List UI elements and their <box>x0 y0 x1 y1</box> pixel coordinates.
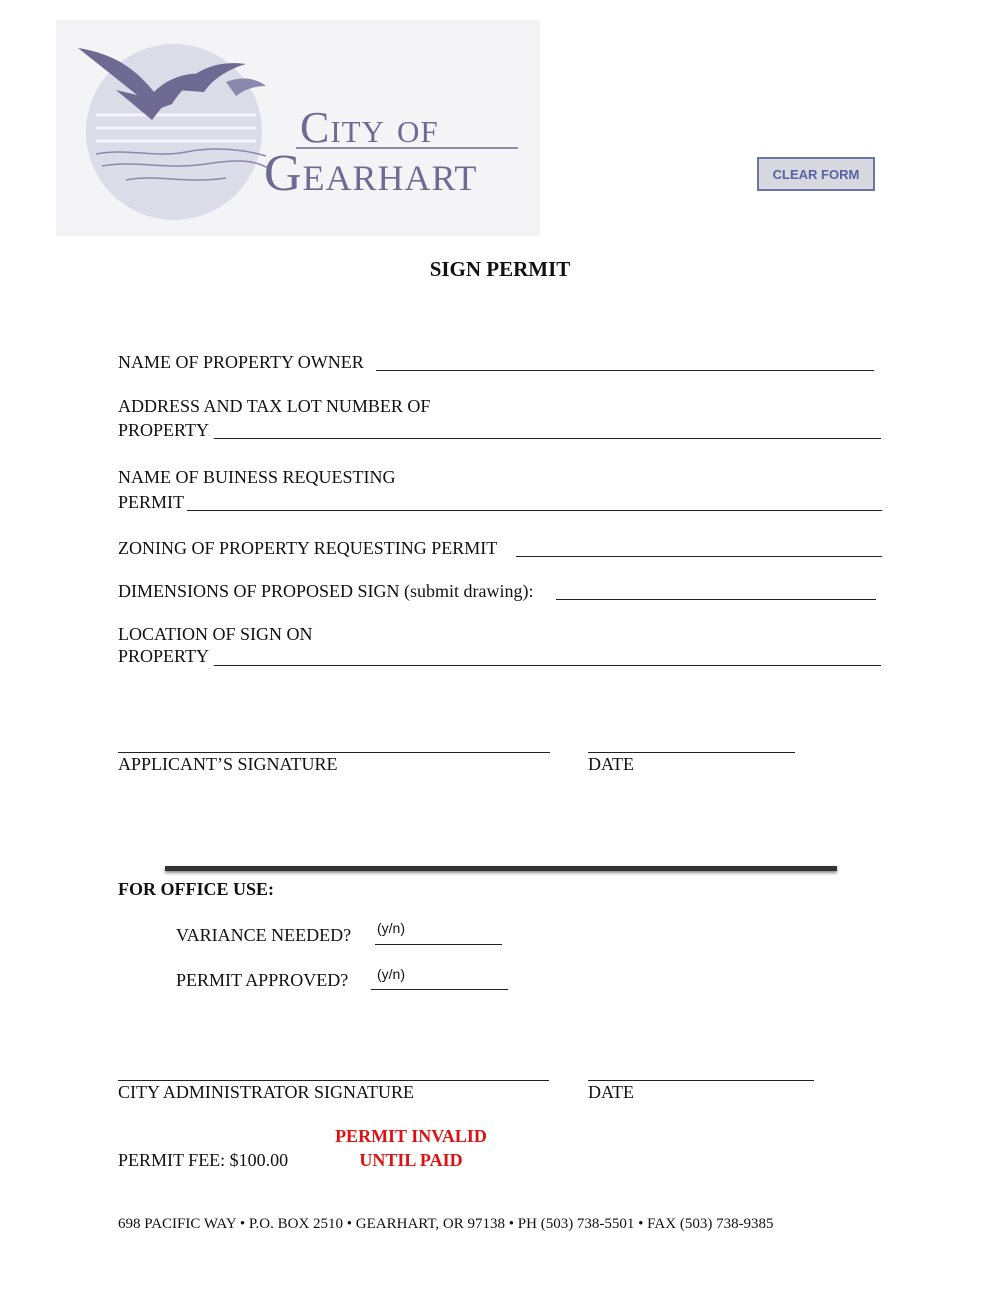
dimensions-label: DIMENSIONS OF PROPOSED SIGN (submit drawing): <box>118 581 534 601</box>
permit-invalid-warning: PERMIT INVALID <box>335 1126 487 1146</box>
zoning-label: ZONING OF PROPERTY REQUESTING PERMIT <box>118 538 498 558</box>
dimensions-field[interactable] <box>556 599 876 600</box>
approved-field[interactable] <box>371 989 508 990</box>
business-label-1: NAME OF BUINESS REQUESTING <box>118 467 396 487</box>
seagull-logo-icon <box>56 20 540 236</box>
applicant-date-label: DATE <box>588 754 634 774</box>
variance-yn-hint: (y/n) <box>377 920 405 936</box>
footer-address: 698 PACIFIC WAY • P.O. BOX 2510 • GEARHART, OR 97138 • PH (503) 738-5501 • FAX (503) 738-9385 <box>118 1216 774 1232</box>
location-field[interactable] <box>214 665 881 666</box>
permit-fee-label: PERMIT FEE: $100.00 <box>118 1150 289 1170</box>
business-field[interactable] <box>187 510 882 511</box>
variance-field[interactable] <box>375 944 502 945</box>
admin-signature-label: CITY ADMINISTRATOR SIGNATURE <box>118 1082 415 1102</box>
business-label-2: PERMIT <box>118 492 185 512</box>
office-use-heading: FOR OFFICE USE: <box>118 879 275 899</box>
admin-date-field[interactable] <box>588 1080 814 1081</box>
location-label-1: LOCATION OF SIGN ON <box>118 624 313 644</box>
location-label-2: PROPERTY <box>118 646 209 666</box>
logo-gearhart-text: Gearhart <box>264 145 478 202</box>
admin-signature-field[interactable] <box>118 1080 549 1081</box>
variance-label: VARIANCE NEEDED? <box>176 925 352 945</box>
approved-label: PERMIT APPROVED? <box>176 970 349 990</box>
logo-city-text: City of <box>300 103 439 152</box>
admin-date-label: DATE <box>588 1082 634 1102</box>
owner-label: NAME OF PROPERTY OWNER <box>118 352 364 372</box>
page-title: SIGN PERMIT <box>429 257 571 281</box>
applicant-signature-field[interactable] <box>118 752 550 753</box>
clear-form-button[interactable]: CLEAR FORM <box>757 157 875 191</box>
until-paid-warning: UNTIL PAID <box>359 1150 463 1170</box>
city-logo <box>56 20 540 236</box>
zoning-field[interactable] <box>516 556 882 557</box>
owner-field[interactable] <box>376 370 874 371</box>
approved-yn-hint: (y/n) <box>377 966 405 982</box>
address-field[interactable] <box>214 438 881 439</box>
address-label-2: PROPERTY <box>118 420 209 440</box>
office-divider <box>165 866 837 871</box>
address-label-1: ADDRESS AND TAX LOT NUMBER OF <box>118 396 431 416</box>
applicant-signature-label: APPLICANT’S SIGNATURE <box>118 754 338 774</box>
applicant-date-field[interactable] <box>588 752 795 753</box>
